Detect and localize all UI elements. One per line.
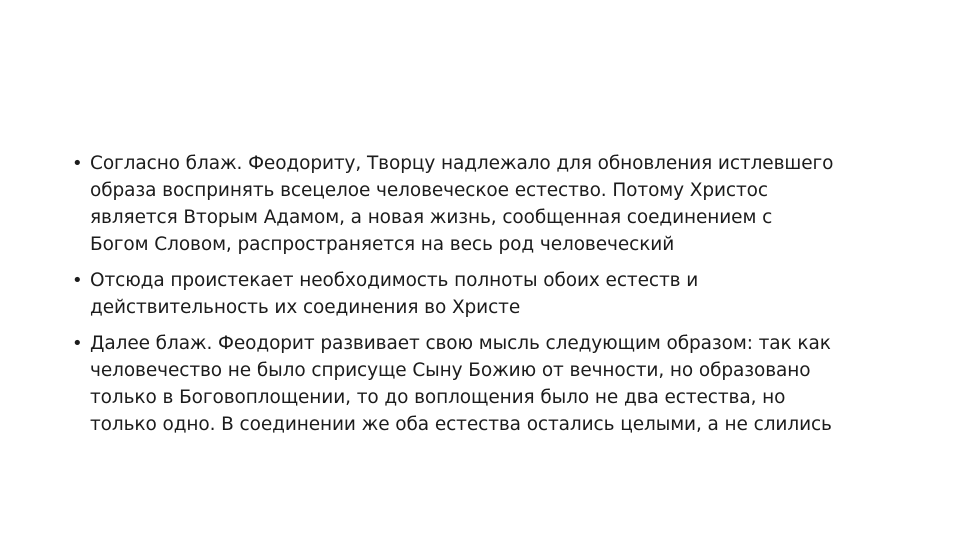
- bullet-point-icon: •: [72, 153, 83, 174]
- bullet-item-1: [72, 150, 912, 258]
- bullet-point-icon: •: [72, 333, 83, 354]
- bullet-text-1: Согласно блаж. Феодориту, Творцу надлежало для обновления истлевшего образа воспринять всецелое человеческое естество. Потому Христос является Вторым Адамом, а новая жизнь, сообщенная соединением с Богом Словом, распространяется на весь род человеческий: [90, 153, 834, 255]
- bullet-text-2: Отсюда проистекает необходимость полноты обоих естеств и действительность их соединения во Христе: [90, 270, 699, 318]
- bullet-text-3: Далее блаж. Феодорит развивает свою мысль следующим образом: так как человечество не было сприсуще Сыну Божию от вечности, но образовано только в Боговоплощении, то до воплощения было не два естества, но только одно. В соединении же оба естества остались целыми, а не слились: [90, 333, 832, 435]
- bullet-item-3: [72, 330, 912, 438]
- bullet-item-2: [72, 267, 912, 321]
- bullet-list: [72, 150, 912, 447]
- bullet-point-icon: •: [72, 270, 83, 291]
